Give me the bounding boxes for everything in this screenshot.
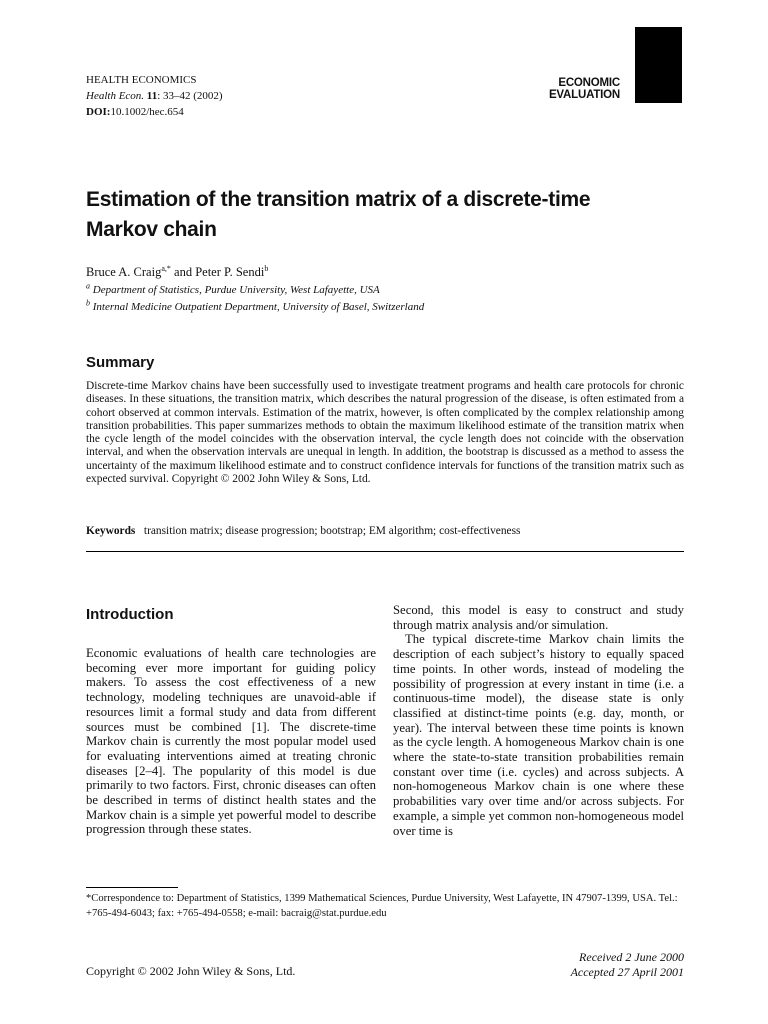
abstract-text: Discrete-time Markov chains have been successfully used to investigate treatment programs and health care protocols for chronic diseases. In these situations, the transition matrix, which describes the natural progression of the disease, is often estimated from a cohort observed at common intervals. Estimation of the matrix, however, is often complicated by the complex relationship among transition probabilities. This paper summarizes methods to obtain the maximum likelihood estimate of the transition matrix when the cycle length of the model coincides with the observation interval, the cycle length does not coincide with the observation interval, and when the observation intervals are unequal in length. In addition, the bootstrap is discussed as a method to assess the uncertainty of the maximum likelihood estimate and to construct confidence intervals for functions of the transition matrix such as expected survival. Copyright © 2002 John Wiley & Sons, Ltd. xyxy=(86,380,684,486)
title-line-2: Markov chain xyxy=(86,218,217,241)
affiliation-b: $^b$ Internal Medicine Outpatient Department, University of Basel, Switzerland xyxy=(86,298,425,313)
summary-heading: Summary xyxy=(86,354,155,371)
citation-volume: 11 xyxy=(146,90,158,102)
section-thumb-tab xyxy=(635,27,682,103)
introduction-heading: Introduction xyxy=(86,606,174,623)
keywords-list: transition matrix; disease progression; bootstrap; EM algorithm; cost-effectiveness xyxy=(143,525,521,537)
correspondence-footnote: *Correspondence to: Department of Statistics, 1399 Mathematical Sciences, Purdue University, West Lafayette, IN 47907-1399, USA. Tel.: +765-494-6043; fax: +765-494-0558; e-mail: bacraig@stat.purdue.edu xyxy=(86,893,678,919)
author-2: and Peter P. Sendi xyxy=(170,265,265,279)
keywords xyxy=(86,525,520,537)
title-line-1: Estimation of the transition matrix of a discrete-time xyxy=(86,188,591,211)
article-title xyxy=(86,185,590,245)
accepted-date: Accepted 27 April 2001 xyxy=(570,965,684,979)
section-tag: ECONOMIC EVALUATION xyxy=(548,77,620,101)
affiliation-a: $^a$ Department of Statistics, Purdue University, West Lafayette, USA xyxy=(86,281,380,296)
author-1: Bruce A. Craig xyxy=(86,265,162,279)
right-paragraph-1: Second, this model is easy to construct and study through matrix analysis and/or simulation. xyxy=(393,603,684,632)
citation-pages: : 33–42 (2002) xyxy=(157,90,223,102)
citation xyxy=(86,88,223,104)
right-paragraph-2: The typical discrete-time Markov chain limits the description of each subject’s history to equally spaced time points. In other words, instead of modeling the possibility of progression at every instant in time (i.e. a continuous-time model), the disease state is only classified at distinct-time points (e.g. day, month, or year). The interval between these time points is known as the cycle length. A homogeneous Markov chain is one where the state-to-state transition probabilities remain constant over time (i.e. cycles) and across subjects. A non-homogeneous Markov chain is one where these probabilities vary over time and/or across subjects. For example, a simple yet common non-homogeneous model over time is xyxy=(393,632,684,838)
footnote-rule xyxy=(86,887,178,888)
correspondence-star: * xyxy=(166,263,171,273)
doi-value: 10.1002/hec.654 xyxy=(110,106,184,118)
doi xyxy=(86,104,184,120)
section-divider xyxy=(86,551,684,552)
left-column xyxy=(86,646,376,837)
author-2-affil-mark: b xyxy=(264,263,269,273)
citation-journal: Health Econ. xyxy=(86,90,145,102)
right-column xyxy=(393,603,684,838)
received-date: Received 2 June 2000 xyxy=(579,950,684,964)
doi-label: DOI: xyxy=(86,106,111,118)
abstract xyxy=(86,380,684,486)
copyright: Copyright © 2002 John Wiley & Sons, Ltd. xyxy=(86,964,296,978)
intro-paragraph: Economic evaluations of health care technologies are becoming ever more important for guiding policy makers. To assess the cost effectiveness of a new technology, modeling techniques are unavoid-able if resources limit a formal study and data from different sources must be combined [1]. The discrete-time Markov chain is currently the most popular model used for evaluating interventions aimed at treating chronic diseases [2–4]. The popularity of this model is due primarily to two factors. First, chronic diseases can often be described in terms of distinct health states and the Markov chain is a simple yet powerful model to describe progression through these states. xyxy=(86,646,376,837)
journal-name: HEALTH ECONOMICS xyxy=(86,74,197,86)
author-1-affil-mark: a, xyxy=(161,263,167,273)
dates xyxy=(450,950,684,980)
keywords-label: Keywords xyxy=(86,525,136,537)
authors xyxy=(86,265,268,280)
